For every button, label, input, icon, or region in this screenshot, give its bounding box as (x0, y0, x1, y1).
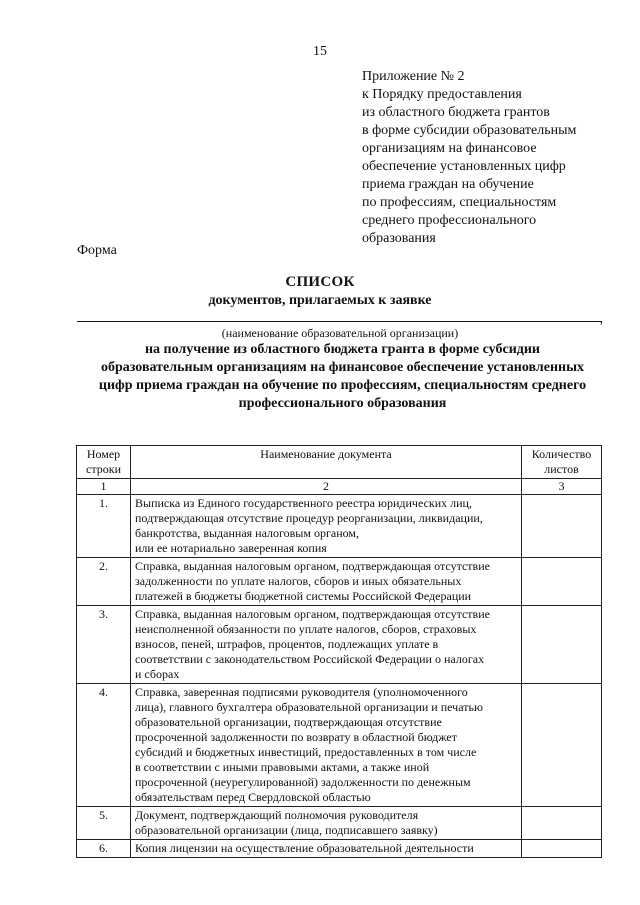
row-line: взносов, пеней, штрафов, процентов, подлежащих уплате в (135, 637, 439, 651)
organization-name-line (77, 321, 602, 322)
document-subtitle: документов, прилагаемых к заявке (208, 293, 432, 308)
row-line: неисполненной обязанности по уплате налогов, сборов, страховых (135, 622, 477, 636)
appendix-block (362, 68, 632, 248)
header-quantity (522, 446, 602, 479)
index-cell: 1 (77, 479, 131, 495)
row-line: Документ, подтверждающий полномочия руководителя (135, 808, 419, 822)
row-line: Справка, выданная налоговым органом, подтверждающая отсутствие (135, 559, 490, 573)
row-line: Справка, выданная налоговым органом, подтверждающая отсутствие (135, 607, 490, 621)
row-line: соответствии с законодательством Российской Федерации о налогах (135, 652, 485, 666)
header-name (131, 446, 522, 479)
purpose-line: на получение из областного бюджета гранта в форме субсидии (144, 342, 540, 357)
table-row (77, 840, 602, 858)
organization-caption: (наименование образовательной организации) (221, 326, 459, 340)
purpose-line: образовательным организациям на финансовое обеспечение установленных (100, 360, 585, 375)
appendix-line: к Порядку предоставления (362, 87, 522, 102)
table-row (77, 495, 602, 558)
row-line: просроченной задолженности по возврату в областной бюджет (135, 730, 457, 744)
table-row (77, 684, 602, 807)
page-number: 15 (313, 44, 327, 59)
header-number (77, 446, 131, 479)
row-document-name (131, 558, 522, 606)
row-line: и сборах (135, 667, 180, 681)
row-number: 3. (77, 606, 131, 684)
header-quantity-line: Количество (531, 447, 592, 461)
row-number: 5. (77, 807, 131, 840)
row-line: банкротства, выданная налоговым органом, (135, 526, 359, 540)
appendix-line: среднего профессионального (362, 213, 537, 228)
header-number-line: Номер (86, 447, 121, 461)
row-document-name (131, 606, 522, 684)
row-line: в соответствии с иными правовыми актами, а также иной (135, 760, 430, 774)
row-line: лица), главного бухгалтера образовательной организации и печатью (135, 700, 483, 714)
purpose-line: профессионального образования (238, 396, 447, 411)
row-document-name (131, 495, 522, 558)
index-cell: 3 (522, 479, 602, 495)
row-number: 1. (77, 495, 131, 558)
table-header-row (77, 446, 602, 479)
document-title: СПИСОК (285, 274, 355, 290)
row-document-name (131, 840, 522, 858)
row-quantity (522, 558, 602, 606)
appendix-line: в форме субсидии образовательным (362, 123, 577, 138)
table-row (77, 558, 602, 606)
row-number: 2. (77, 558, 131, 606)
organization-line-comma: , (600, 312, 603, 326)
appendix-line: по профессиям, специальностям (362, 195, 557, 210)
row-line: Выписка из Единого государственного реестра юридических лиц, (135, 496, 472, 510)
row-line: или ее нотариально заверенная копия (135, 541, 327, 555)
table-row (77, 807, 602, 840)
row-line: подтверждающая отсутствие процедур реорганизации, ликвидации, (135, 511, 483, 525)
row-quantity (522, 807, 602, 840)
row-number: 6. (77, 840, 131, 858)
row-line: Справка, заверенная подписями руководителя (уполномоченного (135, 685, 468, 699)
appendix-line: Приложение № 2 (362, 69, 465, 84)
purpose-line: цифр приема граждан на обучение по профессиям, специальностям среднего (98, 378, 587, 393)
appendix-line: из областного бюджета грантов (362, 105, 550, 120)
row-quantity (522, 840, 602, 858)
row-line: задолженности по уплате налогов, сборов и иных обязательных (135, 574, 462, 588)
row-document-name (131, 807, 522, 840)
row-line: образовательной организации (лица, подписавшего заявку) (135, 823, 438, 837)
row-line: обязательствам перед Свердловской областью (135, 790, 371, 804)
table-row (77, 606, 602, 684)
row-quantity (522, 606, 602, 684)
appendix-line: приема граждан на обучение (362, 177, 534, 192)
documents-table (76, 445, 602, 858)
header-number-line: строки (86, 462, 121, 476)
appendix-line: обеспечение установленных цифр (362, 159, 566, 174)
row-document-name (131, 684, 522, 807)
row-quantity (522, 684, 602, 807)
form-label: Форма (77, 243, 117, 258)
appendix-line: образования (362, 231, 436, 246)
header-name-text: Наименование документа (260, 447, 392, 461)
row-quantity (522, 495, 602, 558)
row-line: платежей в бюджеты бюджетной системы Российской Федерации (135, 589, 472, 603)
row-line: субсидий и бюджетных инвестиций, предоставленных в том числе (135, 745, 477, 759)
row-line: образовательной организации, подтверждающая отсутствие (135, 715, 442, 729)
purpose-text (75, 341, 610, 413)
row-number: 4. (77, 684, 131, 807)
appendix-line: организациям на финансовое (362, 141, 537, 156)
index-cell: 2 (131, 479, 522, 495)
table-index-row (77, 479, 602, 495)
row-line: просроченной (неурегулированной) задолженности по денежным (135, 775, 471, 789)
row-line: Копия лицензии на осуществление образовательной деятельности (135, 841, 474, 855)
header-quantity-line: листов (544, 462, 579, 476)
